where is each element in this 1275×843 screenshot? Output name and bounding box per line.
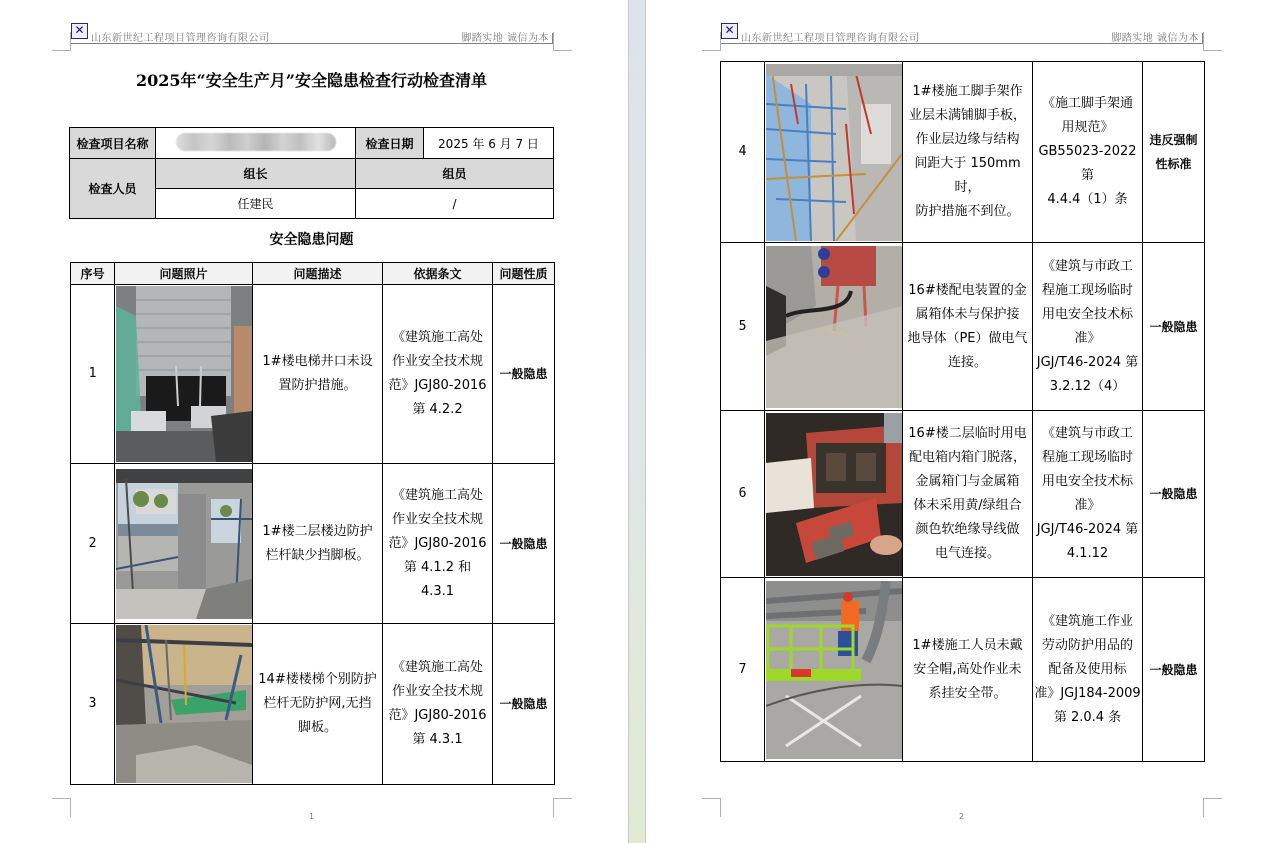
text-line: 16#楼配电装置的金 [908,282,1027,298]
text-line: 栏杆缺少挡脚板。 [265,547,370,563]
text-line: 准》 [1074,330,1101,346]
row-number: 7 [721,578,765,762]
row-number: 4 [721,62,765,243]
text-line: 用电安全技术标 [1041,474,1133,489]
row-number: 5 [721,243,765,411]
crop-mark-bottom-right [1203,798,1222,817]
text-line: 《建筑施工高处 [391,487,483,503]
issue-basis [383,624,493,785]
row-number: 1 [71,285,115,464]
text-line: 1#楼施工人员未戴 [912,637,1023,653]
text-line: 业层未满铺脚手板， [908,108,1026,123]
text-line: 准》JGJ184-2009 [1034,685,1141,701]
text-line: 《建筑与市政工 [1041,258,1133,274]
issue-description [903,578,1033,762]
col-header-nature: 问题性质 [493,263,555,285]
leader-label: 组长 [156,159,356,189]
scaffold-photo [766,64,902,241]
text-line: 第 4.3.1 [412,732,463,747]
table-row [721,62,1205,243]
text-line: JGJ/T46-2024 第 [1036,522,1139,537]
page-1 [0,0,628,843]
issue-nature: 一般隐患 [493,285,555,464]
page-header [71,23,553,44]
redacted-project-name [176,133,336,151]
issue-nature: 一般隐患 [1143,243,1205,411]
crop-mark-bottom-left [52,798,71,817]
header-motto: 脚踏实地 诚信为本 [461,33,549,44]
crop-mark-top-right [553,32,572,51]
row-number: 6 [721,411,765,578]
issue-basis [1033,578,1143,762]
crop-mark-top-left [52,32,71,51]
text-line: 系挂安全带。 [928,685,1007,701]
company-logo-icon: ✕ [721,23,738,39]
page-header [721,23,1203,44]
header-motto: 脚踏实地 诚信为本 [1111,33,1199,44]
info-table [69,127,554,219]
open-distribution-box-photo [766,413,902,576]
text-line: 《建筑施工作业 [1041,613,1133,629]
project-name-label: 检查项目名称 [70,128,156,159]
text-line: 范》JGJ80-2016 [388,378,487,393]
photo-cell [115,285,253,464]
section-title: 安全隐患问题 [269,232,354,248]
text-line: 性标准 [1155,157,1192,171]
table-row [71,624,555,785]
elevator-shaft-opening-photo [116,286,252,462]
photo-cell [765,62,903,243]
table-row [71,464,555,624]
table-row [721,411,1205,578]
issue-nature: 一般隐患 [1143,411,1205,578]
photo-cell [115,624,253,785]
text-line: 第 2.0.4 条 [1053,709,1122,725]
issue-description [903,62,1033,243]
text-line: 作业安全技术规 [391,684,483,699]
project-name-value [156,128,356,159]
text-line: 3.2.12（4） [1049,378,1126,394]
photo-cell [115,464,253,624]
text-line: 电气连接。 [934,546,1000,561]
text-line: 《建筑施工高处 [391,330,483,345]
text-line: 《建筑施工高处 [391,660,483,675]
inspectors-label: 检查人员 [70,159,156,219]
issue-basis [383,285,493,464]
header-tick [1202,33,1203,43]
text-line: 防护措施不到位。 [915,204,1020,219]
issue-description [253,285,383,464]
members-label: 组员 [356,159,554,189]
row-number: 3 [71,624,115,785]
header-company: 山东新世纪工程项目管理咨询有限公司 [91,33,270,44]
header-company: 山东新世纪工程项目管理咨询有限公司 [741,33,920,44]
text-line: JGJ/T46-2024 第 [1036,354,1139,370]
issue-basis [1033,62,1143,243]
photo-cell [765,243,903,411]
page-gap-scroll-area [628,0,646,843]
col-header-description: 问题描述 [253,263,383,285]
text-line: 配备及使用标 [1048,661,1127,677]
floor-edge-guardrail-photo [116,469,252,619]
text-line: 《建筑与市政工 [1041,426,1133,441]
crop-mark-bottom-left [702,798,721,817]
text-line: GB55023-2022 第 [1038,144,1137,183]
text-line: 1#楼施工脚手架作 [912,84,1023,99]
issues-table-page-2 [720,61,1205,762]
text-line: 1#楼电梯井口未设 [262,354,373,369]
issues-header-row [71,263,555,285]
page-number: 1 [309,812,315,821]
leader-value: 任建民 [156,189,356,219]
table-row [721,578,1205,762]
page-number: 2 [959,812,965,821]
photo-cell [765,578,903,762]
text-line: 配电箱内箱门脱落， [908,450,1026,465]
text-line: 置防护措施。 [278,378,357,393]
stair-guardrail-photo [116,625,252,783]
text-line: 属箱体未与保护接 [915,306,1020,322]
text-line: 1#楼二层楼边防护 [262,523,373,539]
issue-nature: 一般隐患 [493,464,555,624]
document-title: 2025年“安全生产月”安全隐患检查行动检查清单 [136,71,487,90]
row-number: 2 [71,464,115,624]
text-line: 16#楼二层临时用电 [908,426,1027,441]
crop-mark-top-left [702,32,721,51]
header-tick [552,33,553,43]
text-line: 作业安全技术规 [391,511,483,527]
issue-basis [1033,411,1143,578]
text-line: 脚板。 [297,720,337,735]
table-row [71,285,555,464]
col-header-photo: 问题照片 [115,263,253,285]
date-label: 检查日期 [356,128,424,159]
issue-nature: 一般隐患 [493,624,555,785]
text-line: 范》JGJ80-2016 [388,535,487,551]
text-line: 4.1.12 [1066,546,1109,561]
table-row [721,243,1205,411]
issue-description [253,464,383,624]
text-line: 用电安全技术标 [1041,306,1133,322]
worker-on-lift-photo [766,581,902,759]
text-line: 颜色软绝缘导线做 [915,522,1020,537]
distribution-box-photo [766,246,902,408]
text-line: 4.4.4（1）条 [1047,192,1128,207]
issue-basis [383,464,493,624]
text-line: 第 4.1.2 和 [403,559,472,575]
issue-basis [1033,243,1143,411]
text-line: 作业安全技术规 [391,354,483,369]
text-line: 程施工现场临时 [1041,450,1133,465]
text-line: 14#楼楼梯个别防护 [258,672,377,687]
text-line: 安全帽,高处作业未 [913,661,1022,677]
col-header-no: 序号 [71,263,115,285]
members-value: / [356,189,554,219]
date-value: 2025 年 6 月 7 日 [424,128,554,159]
company-logo-icon: ✕ [71,23,88,39]
text-line: 作业层边缘与结构 [915,132,1020,147]
text-line: 准》 [1074,498,1101,513]
crop-mark-top-right [1203,32,1222,51]
text-line: 程施工现场临时 [1041,282,1133,298]
text-line: 地导体（PE）做电气 [907,330,1028,346]
text-line: 间距大于 150mm 时， [914,156,1021,195]
text-line: 范》JGJ80-2016 [388,708,487,723]
text-line: 劳动防护用品的 [1041,637,1133,653]
crop-mark-bottom-right [553,798,572,817]
text-line: 金属箱门与金属箱 [915,474,1020,489]
text-line: 栏杆无防护网,无挡 [263,696,372,711]
issue-description [253,624,383,785]
issue-description [903,243,1033,411]
issue-nature: 一般隐患 [1143,578,1205,762]
text-line: 第 4.2.2 [412,402,463,417]
issue-description [903,411,1033,578]
text-line: 违反强制 [1149,133,1198,147]
text-line: 《施工脚手架通 [1041,96,1133,111]
issue-nature [1143,62,1205,243]
text-line: 体未采用黄/绿组合 [913,498,1022,513]
col-header-basis: 依据条文 [383,263,493,285]
issues-table-page-1 [70,262,555,785]
page-2 [646,0,1275,843]
text-line: 用规范》 [1061,120,1114,135]
text-line: 4.3.1 [420,583,455,599]
photo-cell [765,411,903,578]
text-line: 连接。 [947,354,987,370]
